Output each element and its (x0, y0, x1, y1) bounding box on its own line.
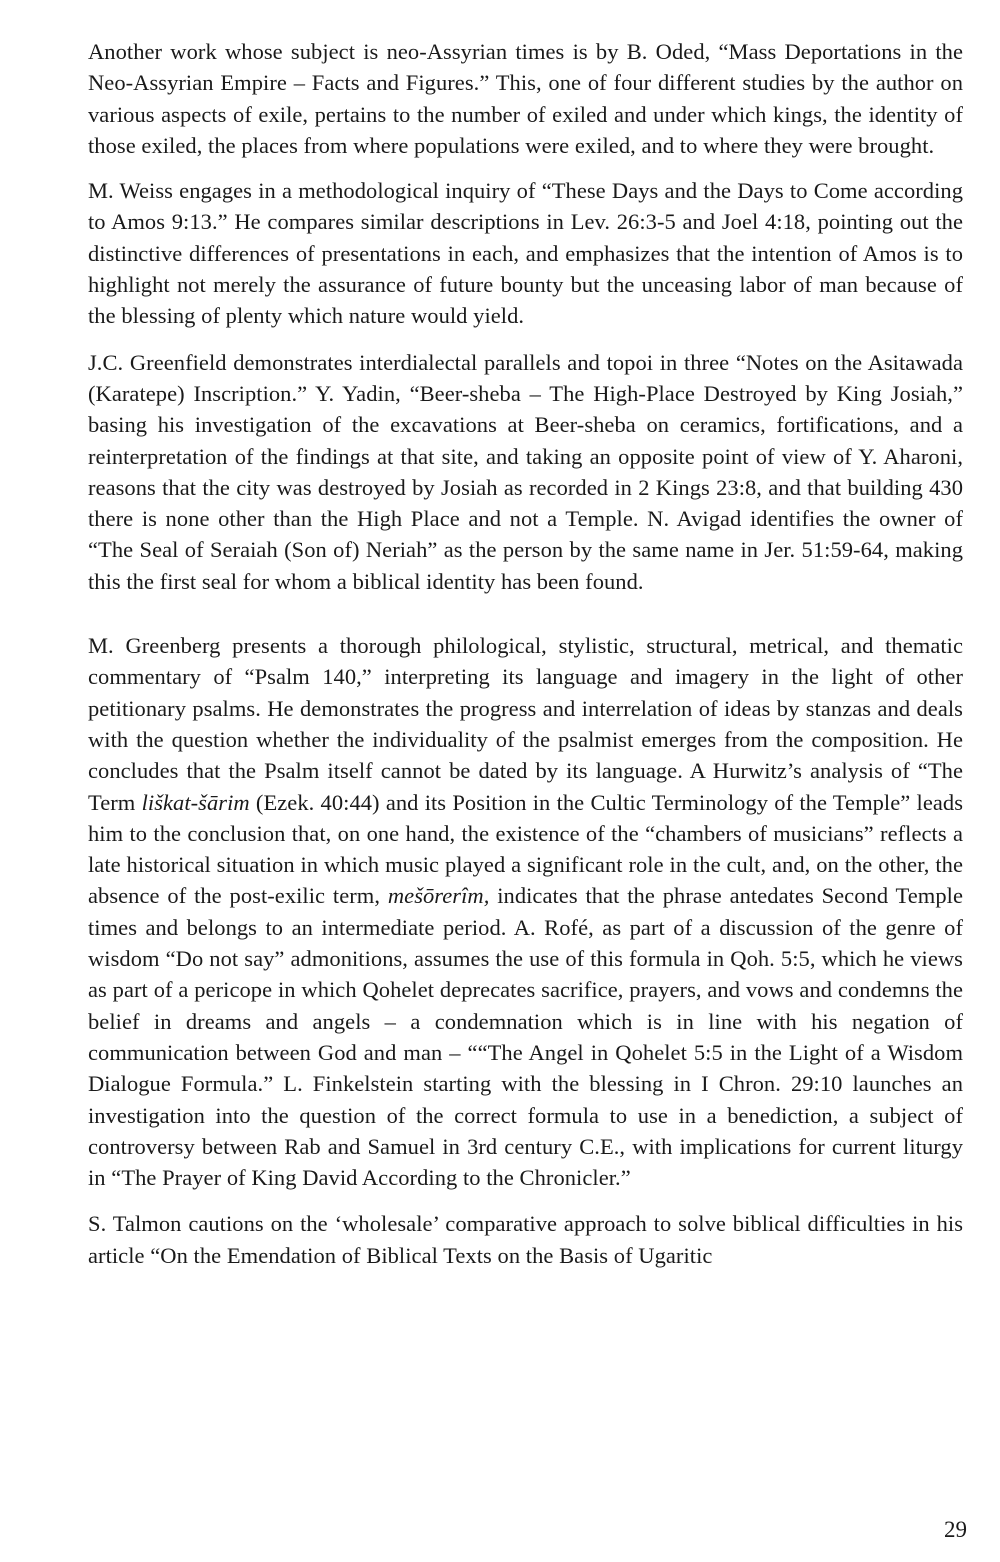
term-mesorerim: mešōrerîm, (387, 883, 490, 909)
page-number: 29 (944, 1517, 967, 1542)
paragraph-part-2: (Ezek. 40:44) and its Position in the Cultic Terminology of the Temple” leads him to the conclusion that, on one hand, the existence of the “chambers of musicians” reflects a late historical situation in which music played a significant role in the cult, and, on the other, the absence of the post-exilic term, (88, 789, 964, 909)
paragraph-oded: Another work whose subject is neo-Assyrian times is by B. Oded, “Mass Deportations in the Neo-Assyrian Empire – Facts and Figures.” This, one of four different studies by the author on various aspects of exile, pertains to the number of exiled and under which kings, the identity of those exiled, the places from where populations were exiled, and to where they were brought. (88, 39, 963, 158)
paragraph-weiss: M. Weiss engages in a methodological inquiry of “These Days and the Days to Come according to Amos 9:13.” He compares similar descriptions in Lev. 26:3-5 and Joel 4:18, pointing out the distinctive differences of presentations in each, and emphasizes that the intention of Amos is to highlight not merely the assurance of future bounty but the unceasing labor of man because of the blessing of plenty which nature would yield. (88, 178, 963, 329)
paragraph-part-3: indicates that the phrase antedates Second Temple times and belongs to an intermediate period. A. Rofé, as part of a discussion of the genre of wisdom “Do not say” admonitions, assumes the use of this formula in Qoh. 5:5, which he views as part of a pericope in which Qohelet deprecates sacrifice, prayers, and vows and condemns the belief in dreams and angels – a condemnation which is in line with his negation of communication between God and man – ““The Angel in Qohelet 5:5 in the Light of a Wisdom Dialogue Formula.” L. Finkelstein starting with the blessing in I Chron. 29:10 launches an investigation into the question of the correct formula to use in a benediction, a subject of controversy between Rab and Samuel in 3rd century C.E., with implications for current liturgy in “The Prayer of King David According to the Chronicler.” (88, 883, 963, 1191)
document-page (88, 36, 963, 1271)
paragraph-greenfield-yadin-avigad: J.C. Greenfield demonstrates interdialectal parallels and topoi in three “Notes on the Asitawada (Karatepe) Inscription.” Y. Yadin, “Beer-sheba – The High-Place Destroyed by King Josiah,” basing his investigation of the excavations at Beer-sheba on ceramics, fortifications, and a reinterpretation of the findings at that site, and taking an opposite point of view of Y. Aharoni, reasons that the city was destroyed by Josiah as recorded in 2 Kings 23:8, and that building 430 there is none other than the High Place and not a Temple. N. Avigad identifies the owner of “The Seal of Seraiah (Son of) Neriah” as the person by the same name in Jer. 51:59-64, making this the first seal for whom a biblical identity has been found. (88, 349, 963, 594)
paragraph-greenberg-hurwitz-rofe-finkelstein (88, 630, 963, 1193)
paragraph-part-1: M. Greenberg presents a thorough philological, stylistic, structural, metrical, and thematic commentary of “Psalm 140,” interpreting its language and imagery in the light of other petitionary psalms. He demonstrates the progress and interrelation of ideas by stanzas and deals with the question whether the individuality of the psalmist emerges from the composition. He concludes that the Psalm itself cannot be dated by its language. A Hurwitz’s analysis of “The Term (88, 633, 963, 815)
paragraph-talmon: S. Talmon cautions on the ‘wholesale’ comparative approach to solve biblical difficulties in his article “On the Emendation of Biblical Texts on the Basis of Ugaritic (88, 1211, 963, 1268)
term-liskat-sarim: liškat-šārim (141, 789, 250, 815)
